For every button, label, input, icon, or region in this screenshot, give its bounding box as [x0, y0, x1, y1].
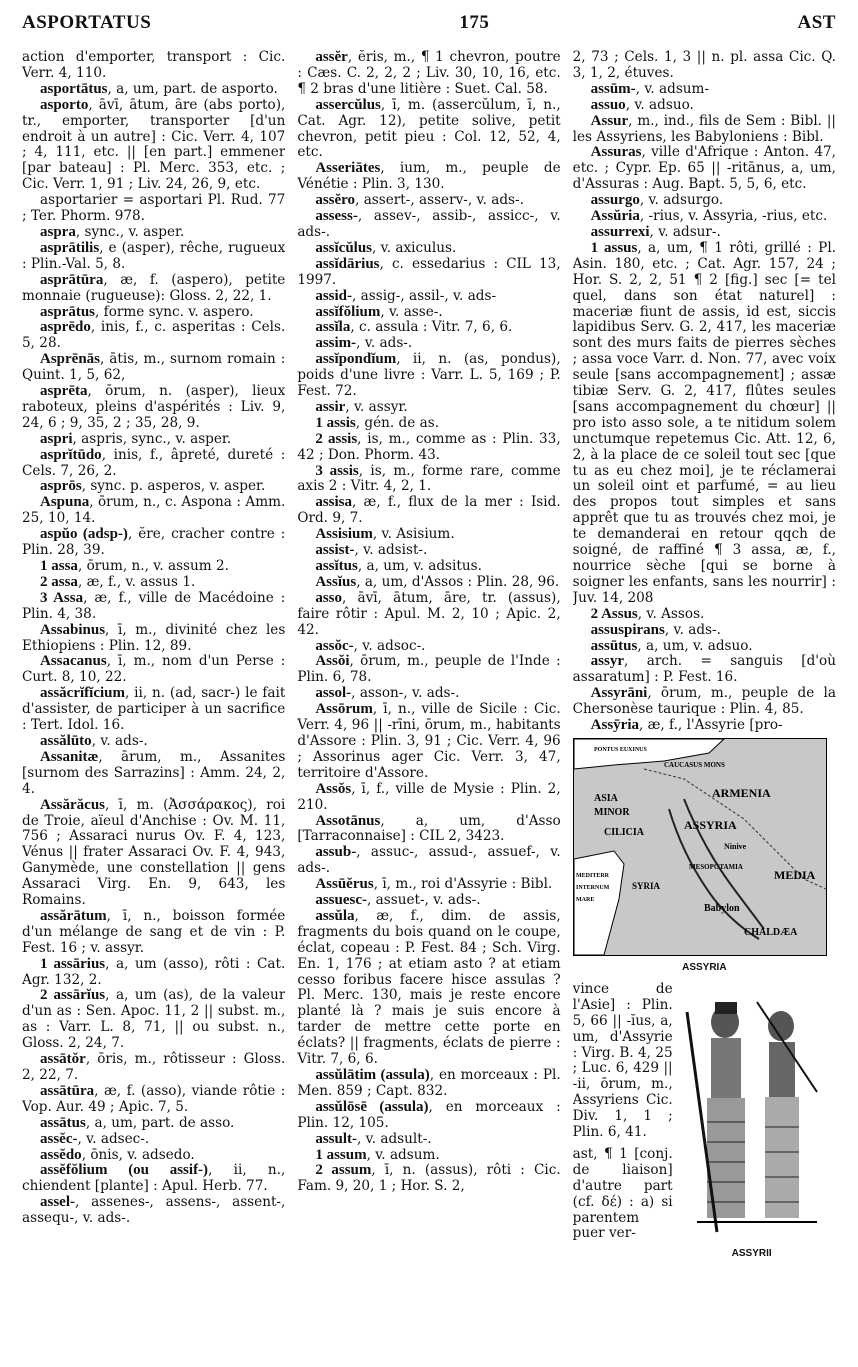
- entry-headword: Assŭria: [590, 208, 640, 225]
- dictionary-entry: asso, āvī, ātum, āre, tr. (assus), faire rôtir : Apul. M. 2, 10 ; Apic. 2, 42.: [297, 589, 561, 638]
- dictionary-entry: action d'emporter, transport : Cic. Verr. 4, 110.: [22, 50, 286, 81]
- dictionary-entry: assŏc-, v. adsoc-.: [315, 637, 426, 654]
- entry-headword: assātŏr: [40, 1051, 86, 1068]
- dictionary-entry: assuesc-, assuet-, v. ads-.: [315, 892, 481, 909]
- entry-headword: assăcrĭfĭcium: [40, 685, 125, 702]
- entry-headword: assĭtus: [315, 558, 358, 574]
- map-label: CAUCASUS MONS: [663, 760, 725, 769]
- map-label: MEDIA: [773, 867, 815, 882]
- map-label: Ninive: [723, 841, 746, 851]
- assyrian-relief: [677, 982, 827, 1268]
- dictionary-entry: Assŏs, ī, f., ville de Mysie : Plin. 2, 210.: [297, 780, 561, 813]
- entry-headword: asprōs: [40, 478, 82, 495]
- map-caption: ASSYRIA: [682, 961, 727, 973]
- dictionary-entry: assĭdārius, c. essedarius : CIL 13, 1997.: [297, 255, 561, 288]
- dictionary-entry: asprĭtūdo, inis, f., âpreté, dureté : Cels. 7, 26, 2.: [22, 446, 286, 479]
- column-3: [573, 50, 836, 1359]
- map-label: MEDITERR: [575, 872, 609, 879]
- dictionary-entry: Assŭria, -rius, v. Assyria, -rius, etc.: [590, 208, 828, 225]
- entry-headword: assĭfŏlium: [315, 303, 381, 320]
- dictionary-entry: assĭpondĭum, ii, n. (as, pondus), poids d'une livre : Varr. L. 5, 169 ; P. Fest. 72.: [297, 351, 561, 400]
- page-number: 175: [459, 12, 490, 33]
- map-label: CHALDÆA: [743, 926, 797, 938]
- entry-headword: asprātilis: [40, 239, 100, 256]
- entry-headword: Assanitæ: [40, 748, 99, 765]
- dictionary-entry: assĭcŭlus, v. axiculus.: [315, 239, 457, 256]
- entry-headword: Assărăcus: [40, 796, 106, 813]
- entry-headword: assĭdārius: [315, 255, 380, 272]
- entry-headword: assărātum: [40, 907, 107, 924]
- entry-headword: assŏc-: [315, 637, 354, 654]
- dictionary-entry: Assĭus, a, um, d'Assos : Plin. 28, 96.: [315, 573, 560, 590]
- entry-headword: assūtus: [590, 637, 638, 654]
- map-label: SYRIA: [631, 880, 660, 891]
- entry-headword: assĕr: [315, 50, 348, 65]
- dictionary-entry: asprātus, forme sync. v. aspero.: [40, 303, 254, 320]
- dictionary-entry: assisa, æ, f., flux de la mer : Isid. Ord. 9, 7.: [297, 494, 561, 527]
- dictionary-entry: 1 assum, v. adsum.: [315, 1146, 440, 1163]
- dictionary-entry: assercŭlus, ī, m. (assercŭlum, ī, n., Cat. Agr. 12), petite solive, petit chevron, petit pieu : Col. 12, 52, 4, etc.: [297, 96, 561, 161]
- entry-headword: Assōrum: [315, 701, 373, 718]
- dictionary-entry: assyr, arch. = sanguis [d'où assaratum] : P. Fest. 16.: [572, 653, 836, 686]
- dictionary-entry: Assŏi, ōrum, m., peuple de l'Inde : Plin. 6, 78.: [297, 653, 561, 686]
- entry-headword: assĭla: [315, 319, 351, 336]
- entry-headword: Assuras: [590, 144, 642, 161]
- dictionary-entry: assult-, v. adsult-.: [315, 1130, 432, 1147]
- entry-headword: 1 assārius: [40, 955, 106, 972]
- map-label: ASSYRIA: [683, 817, 737, 832]
- dictionary-entry: assel-, assenes-, assens-, assent-, assequ-, v. ads-.: [22, 1194, 286, 1227]
- entry-headword: Assacanus: [40, 653, 107, 670]
- entry-headword: aspŭo (adsp-): [40, 526, 128, 543]
- map-label: Babylon: [703, 902, 740, 914]
- entry-headword: Aspuna: [40, 494, 90, 511]
- dictionary-entry: 1 assus, a, um, ¶ 1 rôti, grillé : Pl. Asin. 180, etc. ; Cat. Agr. 157, 24 ; Hor. S. 2, 2, 51 ¶ 2 [fig.] sec [= tel quel, dans son état naturel] : maceriæ fiunt de assis, id est, siccis lapidibus Serv. G. 2, 417, les maceriæ sont des murs faits de pierres sèches ; assa voce Varr. d. Non. 77, avec voix seule [sans accompagnement] ; assæ tibiæ Serv. G. 2, 417, flûtes seules [sans accompagnement du chœur] || pro isto asso sole, a te nitidum solem unctumque repetemus Cic. Att. 12, 6, 2, à la place de ce soleil tout sec [que tu as eu chez moi], je te réclamerai un soleil oint et parfumé, = au lieu des propos tout simples et sans apprêt que tu as trouvés chez moi, je te demanderai en retour qqch de soigné, de raffiné ¶ 3 assa, æ, f., nourrice sèche [qui se borne à soigner les enfants, sans les nourrir] : Juv. 14, 208: [572, 239, 836, 606]
- dictionary-entry: 1 assārius, a, um (asso), rôti : Cat. Agr. 132, 2.: [22, 955, 286, 988]
- entry-headword: assălūto: [40, 732, 92, 749]
- entry-headword: assĕdo: [40, 1146, 82, 1163]
- entry-headword: Assisium: [315, 526, 373, 543]
- dictionary-entry: Assȳria, æ, f., l'Assyrie [pro-: [590, 717, 783, 734]
- assyrians-figure-block: [573, 982, 836, 1268]
- entry-ast: ast, ¶ 1 [conj. de liaison] d'autre part (cf. δέ) : a) si parentem puer ver-: [572, 1145, 673, 1242]
- map-label: MARE: [575, 896, 594, 903]
- dictionary-entry: assŭla, æ, f., dim. de assis, fragments du bois quand on le coupe, éclat, copeau : P. Fest. 84 ; Sch. Virg. En. 1, 176 ; at etiam asto ? at etiam cesso foribus facere hisce assulas ? Pl. Merc. 130, mais je reste encore planté là ? mais je suis encore à tarder de mettre cette porte en éclats? || fragments, éclats de pierre : Vitr. 7, 6, 6.: [297, 907, 561, 1068]
- dictionary-entry: assărātum, ī, n., boisson formée d'un mélange de sang et de vin : P. Fest. 16 ; v. assyr.: [22, 907, 286, 956]
- dictionary-entry: assăcrĭfĭcium, ii, n. (ad, sacr-) le fait d'assister, de participer à un sacrifice : Tert. Idol. 16.: [22, 685, 286, 734]
- entry-headword: assŭla: [315, 907, 355, 924]
- entry-headword: Assŏi: [315, 653, 350, 670]
- dictionary-entry: assălūto, v. ads-.: [40, 732, 148, 749]
- entry-headword: assist-: [315, 542, 355, 559]
- entry-headword: 1 assis: [315, 414, 356, 431]
- dictionary-entry: 3 Assa, æ, f., ville de Macédoine : Plin. 4, 38.: [22, 589, 286, 622]
- dictionary-entry: assĭtus, a, um, v. adsitus.: [315, 558, 482, 574]
- entry-headword: 2 assa: [40, 573, 78, 590]
- map-label: ARMENIA: [711, 785, 771, 800]
- entry-headword: assuspirans: [590, 621, 665, 638]
- dictionary-entry: assŭlātim (assula), en morceaux : Pl. Men. 859 ; Capt. 832.: [297, 1067, 561, 1099]
- dictionary-entry: assurgo, v. adsurgo.: [590, 192, 724, 209]
- dictionary-entry: assĭfŏlium, v. asse-.: [315, 303, 443, 320]
- dictionary-entry: Assanitæ, ārum, m., Assanites [surnom des Sarrazins] : Amm. 24, 2, 4.: [22, 748, 286, 797]
- entry-headword: assult-: [315, 1130, 358, 1147]
- entry-headword: Assūĕrus: [315, 876, 374, 893]
- relief-caption: ASSYRII: [731, 1247, 772, 1259]
- entry-headword: assĕfŏlium (ou assif-): [40, 1162, 209, 1179]
- entry-headword: 2 assis: [315, 430, 358, 447]
- entry-headword: assess-: [315, 208, 358, 225]
- entry-headword: assŭlātim (assula): [315, 1067, 430, 1083]
- entry-headword: asportātus: [40, 80, 108, 97]
- assyria-map: [573, 738, 827, 956]
- entry-headword: asso: [315, 589, 343, 606]
- entry-text-wrap: [573, 982, 673, 1268]
- entry-headword: 2 Assus: [590, 605, 638, 622]
- entry-headword: 1 assa: [40, 558, 78, 574]
- map-label: PONTUS EUXINUS: [593, 746, 647, 753]
- dictionary-entry: 2 assis, is, m., comme as : Plin. 33, 42 ; Don. Phorm. 43.: [297, 430, 561, 463]
- dictionary-entry: asportarier = asportari Pl. Rud. 77 ; Ter. Phorm. 978.: [22, 192, 286, 225]
- entry-headword: assĭpondĭum: [315, 351, 397, 368]
- entry-headword: assub-: [315, 844, 357, 861]
- dictionary-entry: Assacanus, ī, m., nom d'un Perse : Curt. 8, 10, 22.: [22, 653, 286, 686]
- entry-headword: 1 assus: [590, 239, 638, 256]
- dictionary-entry: Assotānus, a, um, d'Asso [Tarraconnaise] : CIL 2, 3423.: [297, 812, 561, 845]
- dictionary-entry: Asseriātes, ium, m., peuple de Vénétie : Plin. 3, 130.: [297, 160, 561, 193]
- dictionary-entry: assātūra, æ, f. (asso), viande rôtie : Vop. Aur. 49 ; Apic. 7, 5.: [22, 1082, 286, 1115]
- entry-headword: aspra: [40, 223, 76, 240]
- dictionary-entry: Asprēnās, ātis, m., surnom romain : Quint. 1, 5, 62,: [22, 351, 286, 384]
- dictionary-entry: assurrexi, v. adsur-.: [590, 223, 721, 240]
- entry-headword: assyr: [590, 653, 624, 670]
- entry-headword: 2 assum: [315, 1162, 372, 1179]
- dictionary-entry: Assur, m., ind., fils de Sem : Bibl. || les Assyriens, les Babyloniens : Bibl.: [572, 112, 836, 145]
- dictionary-entry: asprātilis, e (asper), rêche, rugueux : Plin.-Val. 5, 8.: [22, 239, 286, 272]
- dictionary-entry: assess-, assev-, assib-, assicc-, v. ads-.: [297, 208, 561, 240]
- dictionary-entry: assist-, v. adsist-.: [315, 542, 428, 559]
- entry-headword: 2 assārĭus: [40, 987, 106, 1004]
- running-head-left: ASPORTATUS: [22, 12, 152, 33]
- entry-headword: Asprēnās: [40, 351, 101, 368]
- dictionary-entry: asporto, āvī, ātum, āre (abs porto), tr., emporter, transporter [d'un endroit à un autre] : Cic. Verr. 4, 107 ; 4, 111, etc. || [en part.] emmener [par bateau] : Pl. Merc. 353, etc. ; Cic. Verr. 1, 91 ; Liv. 24, 26, 9, etc.: [22, 96, 286, 193]
- dictionary-entry: Assabinus, ī, m., divinité chez les Ethiopiens : Plin. 12, 89.: [22, 621, 286, 654]
- page-header: [22, 8, 836, 38]
- dictionary-entry: assuo, v. adsuo.: [590, 96, 694, 113]
- dictionary-entry: Aspuna, ōrum, n., c. Aspona : Amm. 25, 10, 14.: [22, 494, 286, 527]
- dictionary-entry: assĕc-, v. adsec-.: [40, 1130, 150, 1147]
- entry-headword: assĭcŭlus: [315, 239, 373, 256]
- entry-headword: aspri: [40, 430, 73, 447]
- entry-headword: Assȳria: [590, 717, 639, 734]
- dictionary-entry: Assisium, v. Asisium.: [315, 526, 455, 543]
- dictionary-entry: assid-, assig-, assil-, v. ads-: [315, 287, 497, 304]
- entry-headword: assid-: [315, 287, 353, 304]
- dictionary-entry: assĕdo, ōnis, v. adsedo.: [40, 1146, 195, 1163]
- entry-headword: asprēdo: [40, 319, 91, 336]
- map-label: CILICIA: [603, 826, 644, 838]
- dictionary-entry: aspŭo (adsp-), ĕre, cracher contre : Plin. 28, 39.: [22, 526, 286, 559]
- dictionary-entry: assol-, asson-, v. ads-.: [315, 685, 460, 702]
- entry-headword: assel-: [40, 1194, 75, 1211]
- entry-headword: assŭlōsē (assula): [315, 1098, 429, 1115]
- entry-headword: assĕc-: [40, 1130, 78, 1147]
- map-label: ASIA: [593, 792, 618, 804]
- entry-headword: Assotānus: [315, 812, 381, 829]
- entry-headword: asprēta: [40, 383, 88, 400]
- dictionary-entry: asprēdo, inis, f., c. asperitas : Cels. 5, 28.: [22, 319, 286, 352]
- dictionary-entry: Assūĕrus, ī, m., roi d'Assyrie : Bibl.: [315, 876, 553, 893]
- dictionary-entry: aspra, sync., v. asper.: [40, 223, 185, 240]
- dictionary-entry: asprēta, ōrum, n. (asper), lieux raboteux, pleins d'aspérités : Liv. 9, 24, 6 ; 9, 35, 2 ; 35, 28, 9.: [22, 383, 286, 431]
- dictionary-entry: assĕfŏlium (ou assif-), ii, n., chiendent [plante] : Apul. Herb. 77.: [22, 1162, 286, 1195]
- dictionary-entry: 2, 73 ; Cels. 1, 3 || n. pl. assa Cic. Q. 3, 1, 2, étuves.: [572, 50, 836, 81]
- dictionary-entry: Assyrāni, ōrum, m., peuple de la Chersonèse taurique : Plin. 4, 85.: [572, 685, 836, 718]
- dictionary-entry: 1 assis, gén. de as.: [315, 414, 440, 431]
- entry-headword: assol-: [315, 685, 352, 702]
- dictionary-entry: 2 Assus, v. Assos.: [590, 605, 705, 622]
- entry-headword: assātūra: [40, 1082, 95, 1099]
- entry-continuation: vince de l'Asie] : Plin. 5, 66 || -ĭus, a, um, d'Assyrie : Virg. B. 4, 25 ; Luc. 6, 429 || -ii, ōrum, m., Assyriens Cic. Div. 1, 1 ; Plin. 6, 41.: [572, 980, 673, 1141]
- entry-headword: asprātus: [40, 303, 96, 320]
- entry-headword: assir: [315, 398, 346, 415]
- entry-headword: Asseriātes: [315, 160, 381, 177]
- dictionary-entry: assub-, assuc-, assud-, assuef-, v. ads-.: [297, 844, 561, 877]
- entry-headword: assurrexi: [590, 223, 650, 240]
- dictionary-entry: assim-, v. ads-.: [315, 335, 413, 352]
- entry-headword: assuesc-: [315, 892, 367, 909]
- dictionary-entry: assŭlōsē (assula), en morceaux : Plin. 12, 105.: [297, 1098, 561, 1131]
- dictionary-entry: asprātūra, æ, f. (aspero), petite monnaie (rugueuse): Gloss. 2, 22, 1.: [22, 271, 286, 304]
- entry-headword: 3 Assa: [40, 589, 84, 606]
- entry-headword: 1 assum: [315, 1146, 367, 1163]
- text-columns: [22, 50, 836, 1359]
- entry-headword: assurgo: [590, 192, 640, 209]
- entry-headword: 3 assis: [315, 462, 359, 479]
- dictionary-entry: assĕro, assert-, asserv-, v. ads-.: [315, 192, 524, 209]
- entry-headword: Assyrāni: [590, 685, 648, 702]
- dictionary-entry: assūtus, a, um, v. adsuo.: [590, 637, 753, 654]
- dictionary-entry: assūm-, v. adsum-: [590, 80, 710, 97]
- entry-headword: assūm-: [590, 80, 636, 97]
- entry-headword: Assŏs: [315, 780, 352, 797]
- entry-headword: assim-: [315, 335, 357, 352]
- dictionary-entry: asportātus, a, um, part. de asporto.: [40, 80, 278, 97]
- column-2: [297, 50, 560, 1359]
- dictionary-entry: 2 assa, æ, f., v. assus 1.: [40, 573, 196, 590]
- dictionary-entry: assātŏr, ōris, m., rôtisseur : Gloss. 2, 22, 7.: [22, 1051, 286, 1083]
- column-3-entries: [573, 50, 836, 734]
- assyrian-figures-drawing: [677, 982, 827, 1242]
- entry-headword: assĕro: [315, 192, 356, 209]
- map-label: MINOR: [593, 806, 630, 818]
- dictionary-entry: 1 assa, ōrum, n., v. assum 2.: [40, 558, 229, 574]
- dictionary-entry: assĕr, ĕris, m., ¶ 1 chevron, poutre : Cæs. C. 2, 2, 2 ; Liv. 30, 10, 16, etc. ¶ 2 bras d'une litière : Suet. Cal. 58.: [297, 50, 561, 97]
- entry-headword: asprātūra: [40, 271, 104, 288]
- dictionary-entry: Assărăcus, ī, m. (Ἀσσάρακος), roi de Troie, aïeul d'Anchise : Ov. M. 11, 756 ; Assaraci nurus Ov. F. 4, 123, Vénus || frater Assaraci Ov. F. 4, 943, Ganymède, une constellation || gens Assaraci Virg. En. 9, 643, les Romains.: [22, 796, 286, 909]
- dictionary-entry: Assuras, ville d'Afrique : Anton. 47, etc. ; Cypr. Ep. 65 || -ritānus, a, um, d'Assuras : Aug. Bapt. 5, 5, 6, etc.: [572, 144, 836, 193]
- dictionary-entry: 2 assum, ī, n. (assus), rôti : Cic. Fam. 9, 20, 1 ; Hor. S. 2,: [297, 1162, 561, 1195]
- dictionary-entry: 3 assis, is, m., forme rare, comme axis 2 : Vitr. 4, 2, 1.: [297, 462, 561, 495]
- column-1: [22, 50, 285, 1359]
- entry-headword: assātus: [40, 1114, 86, 1131]
- entry-headword: asporto: [40, 96, 89, 113]
- running-head-right: AST: [797, 12, 836, 33]
- dictionary-entry: assir, v. assyr.: [315, 398, 408, 415]
- entry-headword: asprĭtūdo: [40, 446, 102, 463]
- map-label: MESOPOTAMIA: [688, 862, 743, 871]
- entry-headword: assisa: [315, 494, 353, 511]
- map-label: INTERNUM: [575, 884, 609, 891]
- dictionary-entry: asprōs, sync. p. asperos, v. asper.: [40, 478, 266, 495]
- dictionary-entry: assĭla, c. assula : Vitr. 7, 6, 6.: [315, 319, 513, 336]
- dictionary-entry: assātus, a, um, part. de asso.: [40, 1114, 235, 1131]
- dictionary-entry: 2 assārĭus, a, um (as), de la valeur d'un as : Sen. Apoc. 11, 2 || subst. m., as : Varr. L. 8, 71, || ou subst. n., Gloss. 2, 24, 7.: [22, 987, 286, 1052]
- entry-headword: Assabinus: [40, 621, 106, 638]
- assyria-map-figure: [573, 738, 836, 976]
- dictionary-entry: aspri, aspris, sync., v. asper.: [40, 430, 232, 447]
- dictionary-entry: Assōrum, ī, n., ville de Sicile : Cic. Verr. 4, 96 || -rīni, ōrum, m., habitants d'Assore : Plin. 3, 91 ; Cic. Verr. 4, 96 ; Assorinus ager Cic. Verr. 3, 47, territoire d'Assore.: [297, 701, 561, 781]
- entry-headword: Assĭus: [315, 573, 357, 590]
- entry-headword: Assur: [590, 112, 629, 129]
- entry-headword: assercŭlus: [315, 96, 381, 113]
- entry-headword: assuo: [590, 96, 626, 113]
- dictionary-entry: assuspirans, v. ads-.: [590, 621, 721, 638]
